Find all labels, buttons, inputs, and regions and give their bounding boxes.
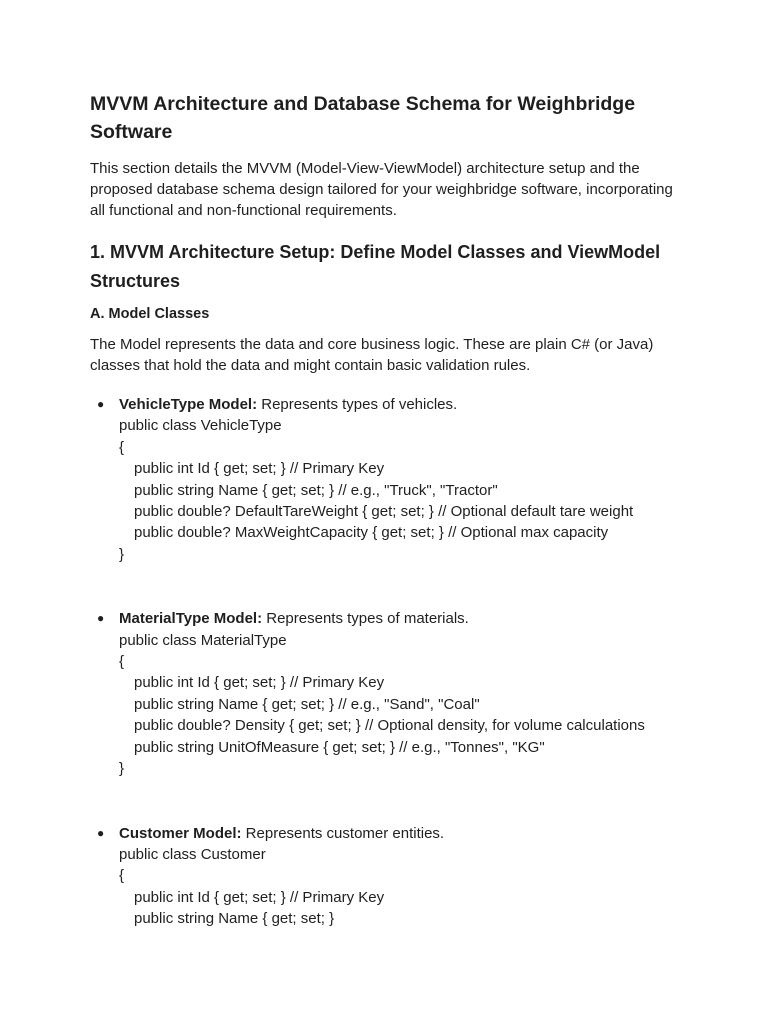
model-name: MaterialType Model: xyxy=(119,610,263,628)
code-line: public int Id { get; set; } // Primary Key xyxy=(134,460,385,478)
code-line: { xyxy=(119,653,125,671)
bullet-icon: ● xyxy=(97,825,105,840)
model-lead xyxy=(119,394,690,415)
code-line: public class Customer xyxy=(119,845,266,863)
model-list xyxy=(90,394,690,930)
model-name: VehicleType Model: xyxy=(119,396,258,413)
list-item xyxy=(90,608,690,779)
code-line: public string UnitOfMeasure { get; set; } // e.g., "Tonnes", "KG" xyxy=(134,738,545,756)
section-heading: 1. MVVM Architecture Setup: Define Model Classes and ViewModel Structures xyxy=(90,242,661,291)
code-line: public string Name { get; set; } // e.g., "Sand", "Coal" xyxy=(134,695,480,713)
bullet-icon: ● xyxy=(97,397,105,411)
code-line: } xyxy=(119,545,125,563)
model-summary: Represents types of vehicles. xyxy=(257,396,458,413)
code-line: { xyxy=(119,867,125,885)
intro-paragraph: This section details the MVVM (Model-View-ViewModel) architecture setup and the proposed database schema design tailored for your weighbridge software, incorporating all functional and non-functional requirements. xyxy=(90,160,673,219)
code-line: public class VehicleType xyxy=(119,417,282,435)
code-line: { xyxy=(119,438,125,456)
code-line: } xyxy=(119,760,125,778)
code-line: public double? MaxWeightCapacity { get; set; } // Optional max capacity xyxy=(134,524,609,542)
code-line: public string Name { get; set; } xyxy=(134,910,335,928)
list-item xyxy=(90,394,690,565)
code-line: public double? Density { get; set; } // Optional density, for volume calculations xyxy=(134,717,645,735)
model-lead xyxy=(119,823,690,844)
code-line: public class MaterialType xyxy=(119,631,287,649)
code-line: public int Id { get; set; } // Primary Key xyxy=(134,674,385,692)
model-summary: Represents customer entities. xyxy=(241,824,445,842)
code-line: public double? DefaultTareWeight { get; set; } // Optional default tare weight xyxy=(134,503,634,521)
model-summary: Represents types of materials. xyxy=(262,610,469,628)
code-line: public string Name { get; set; } // e.g., "Truck", "Tractor" xyxy=(134,481,498,499)
subsection-heading: A. Model Classes xyxy=(90,306,210,322)
document-page xyxy=(90,90,690,973)
code-line: public int Id { get; set; } // Primary Key xyxy=(134,888,385,906)
model-name: Customer Model: xyxy=(119,824,242,842)
bullet-icon: ● xyxy=(97,611,105,626)
document-title: MVVM Architecture and Database Schema for Weighbridge Software xyxy=(90,93,636,143)
list-item xyxy=(90,823,690,930)
model-description: The Model represents the data and core business logic. These are plain C# (or Java) classes that hold the data and might contain basic validation rules. xyxy=(90,336,654,374)
model-lead xyxy=(119,608,690,629)
